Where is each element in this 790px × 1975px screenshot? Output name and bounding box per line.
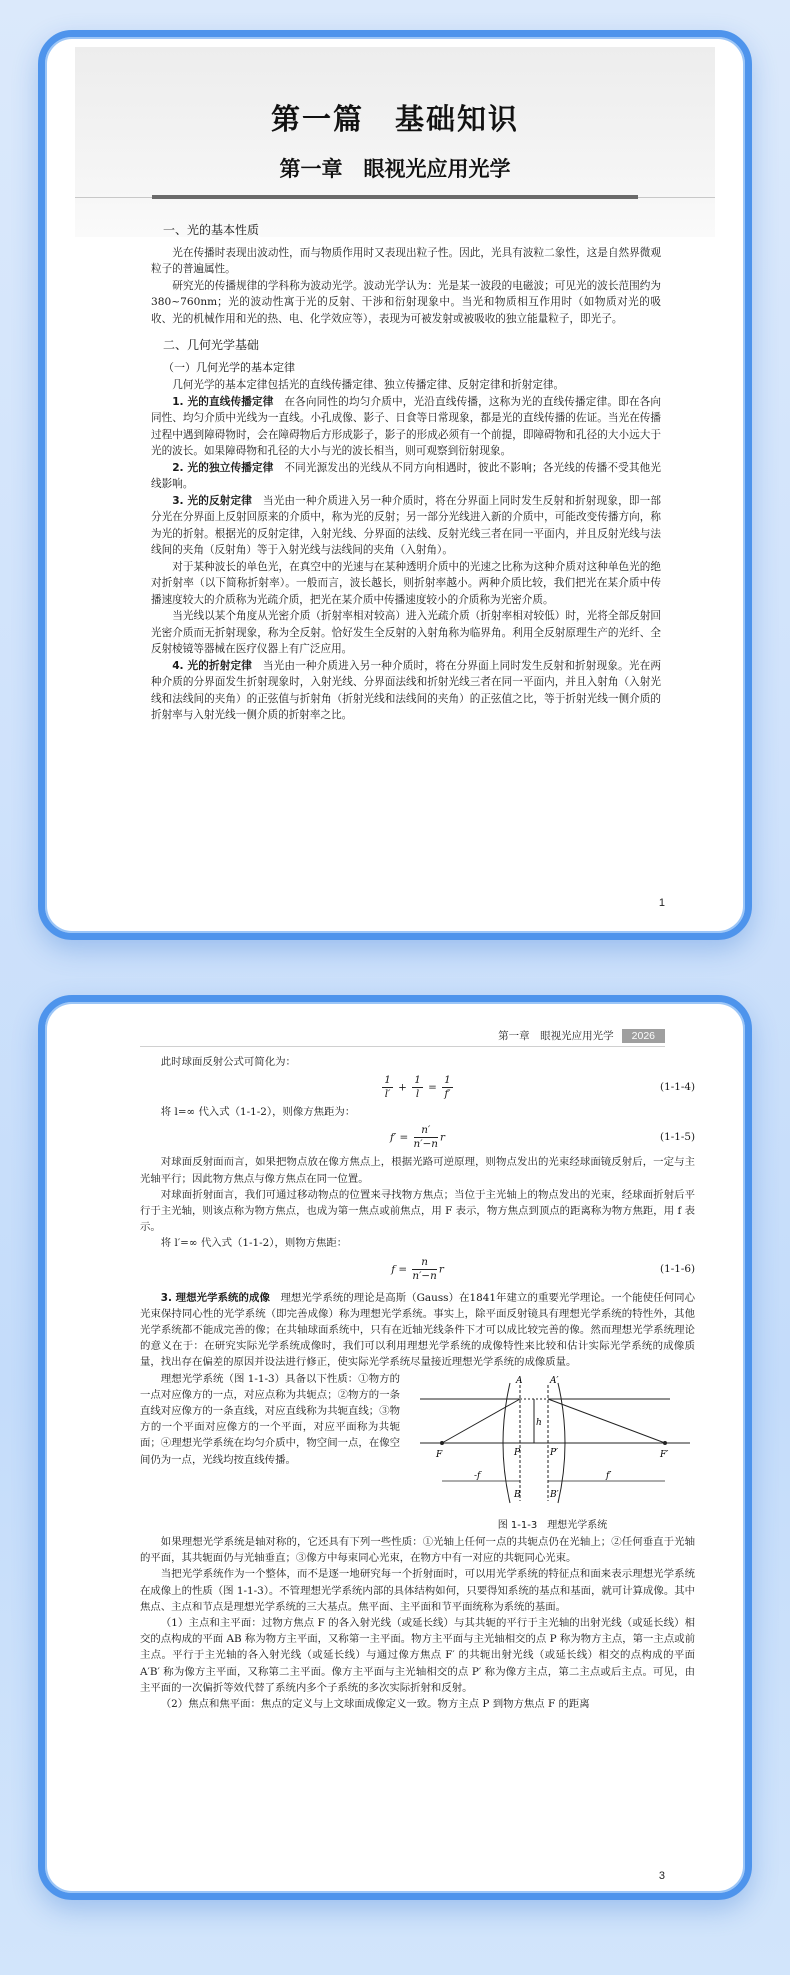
- running-head-title: 第一章 眼视光应用光学: [498, 1030, 614, 1042]
- section-heading: 一、光的基本性质: [163, 223, 260, 237]
- part-title: 第一篇 基础知识: [270, 102, 519, 136]
- law-text: 当光由一种介质进入另一种介质时，将在分界面上同时发生反射和折射现象，即一部分光在分界面上反射回原来的介质中，称为光的反射；另一部分光线进入新的介质中，可能改变传播方向，称为光的折射。根据光的反射定律，入射光线、分界面的法线、反射光线三者在同一平面内，并且反射光线与法线间的夹角（反射角）等于入射光线与法线间的夹角（入射角）。: [151, 494, 661, 556]
- paragraph: （2）焦点和焦平面：焦点的定义与上文球面成像定义一致。物方主点 P 到物方焦点 F 的距离: [160, 1698, 590, 1711]
- paragraph: 将 l=∞ 代入式（1-1-2），则像方焦距为：: [160, 1106, 356, 1119]
- law-title: 1. 光的直线传播定律: [172, 395, 274, 408]
- page-number: 3: [658, 1870, 665, 1882]
- law-text: 当光由一种介质进入另一种介质时，将在分界面上同时发生反射和折射现象。光在两种介质的分界面发生折射现象时，入射光线、分界面法线和折射光线三者在同一平面内，并且入射角（入射光线和法线间的夹角）的正弦值与折射角（折射光线和法线间的夹角）的正弦值之比，等于折射光线一侧介质的折射率与入射光线一侧介质的折射率之比。: [151, 659, 661, 721]
- svg-text:F′: F′: [660, 1449, 669, 1460]
- exit-ray: [548, 1399, 665, 1443]
- svg-text:h: h: [536, 1417, 542, 1428]
- equation-1-1-6: f = $\frac{n}{n'-n}$ r (1-1-6): [391, 1255, 695, 1282]
- paragraph: 如果理想光学系统是轴对称的，它还具有下列一些性质：①光轴上任何一点的共轭点仍在光轴上；②任何垂直于光轴的平面，其共轭面仍与光轴垂直；③像方中每束同心光束，在物方中有一对应的共轭同心光束。: [140, 1536, 695, 1565]
- svg-text:f′: f′: [606, 1470, 612, 1481]
- paragraph: 当光线以某个角度从光密介质（折射率相对较高）进入光疏介质（折射率相对较低）时，光将全部反射回光密介质而无折射现象，称为全反射。恰好发生全反射的入射角称为临界角。利用全反射原理生产的光纤、全反射棱镜等器械在医疗仪器上有广泛应用。: [151, 610, 661, 655]
- law-paragraph: [151, 493, 661, 559]
- equation-number: (1-1-6): [660, 1262, 695, 1275]
- paragraph: 对于某种波长的单色光，在真空中的光速与在某种透明介质中的光速之比称为这种介质对这种单色光的绝对折射率（以下简称折射率）。一般而言，波长越长，则折射率越小。两种介质比较，我们把光在某介质中传播速度较大的介质称为光疏介质，把光在某介质中传播速度较小的介质称为光密介质。: [151, 560, 661, 606]
- law-title: 2. 光的独立传播定律: [172, 461, 274, 474]
- paragraph: 研究光的传播规律的学科称为波动光学。波动光学认为：光是某一波段的电磁波；可见光的波长范围约为380~760nm；光的波动性寓于光的反射、干涉和衍射现象中。当光和物质相互作用时（如物质对光的吸收、光的机械作用和光的热、电、化学效应等），表现为可被发射或被吸收的独立能量粒子，即光子。: [151, 279, 661, 325]
- figure-caption: 图 1-1-3 理想光学系统: [497, 1519, 608, 1531]
- equation-1-1-5: f′ = $\frac{n'}{n'-n}$ r (1-1-5): [390, 1124, 695, 1151]
- equation-number: (1-1-4): [660, 1081, 695, 1094]
- law-text: 理想光学系统的理论是高斯（Gauss）在1841年建立的重要光学理论。一个能使任何同心光束保持同心性的光学系统（即完善成像）称为理想光学系统。事实上，除平面反射镜具有理想光学系统的特性外，其他光学系统都不能成完善的像；在共轴球面系统中，只有在近轴光线条件下才可以成比较完善的像。然而理想光学系统理论的意义在于：在研究实际光学系统成像时，我们可以利用理想光学系统的成像特性来比较和估计实际光学系统的成像质量，找出存在偏差的原因并设法进行修正，使实际光学系统尽量接近理想光学系统的成像质量。: [140, 1291, 696, 1369]
- svg-text:B: B: [514, 1489, 521, 1500]
- object-focal-point: [440, 1441, 444, 1445]
- header-rule-left: [75, 197, 152, 198]
- law-paragraph: [140, 1290, 695, 1371]
- law-title: 4. 光的折射定律: [172, 659, 253, 672]
- running-head-rule: [140, 1046, 665, 1047]
- paragraph: 将 l′=∞ 代入式（1-1-2），则物方焦距：: [160, 1237, 348, 1250]
- svg-text:B′: B′: [550, 1489, 559, 1500]
- page-card-2: [38, 995, 752, 1900]
- paragraph: 光在传播时表现出波动性，而与物质作用时又表现出粒子性。因此，光具有波粒二象性，这是自然界微观粒子的普遍属性。: [151, 246, 661, 275]
- svg-text:P′: P′: [550, 1447, 559, 1458]
- page-card-1: [38, 30, 752, 940]
- paragraph: 理想光学系统（图 1-1-3）具备以下性质：①物方的一点对应像方的一点，对应点称为共轭点；②物方的一条直线对应像方的一条直线，对应直线称为共轭直线；③物方的一个平面对应像方的一个平面，对应平面称为共轭面；④理想光学系统在均匀介质中，物空间一点，在像空间仍为一点，光线均按直线传播。: [140, 1372, 400, 1466]
- header-rule-right: [638, 197, 715, 198]
- page1-body: [151, 212, 661, 724]
- chapter-title: 第一章 眼视光应用光学: [279, 156, 511, 181]
- svg-text:A: A: [516, 1375, 523, 1386]
- page-number: 1: [658, 897, 665, 909]
- paragraph: （1）主点和主平面：过物方焦点 F 的各入射光线（或延长线）与其共轭的平行于主光轴的出射光线（或延长线）相交的点构成的平面 AB 称为物方主平面，又称第一主平面。物方主平面与主光轴相交的点 P 称为物方主点，第一主点或前主点。平行于主光轴的各入射光线（或延长线）与通过像方焦点 F′ 的共轭出射光线（或延长线）相交的点构成的平面 A′B′ 称为像方主平面，又称第二主平面。像方主平面与主光轴相交的点 P′ 称为像方主点，第二主点或后主点。可见，由主平面的一次偏折等效代替了系统内多个子系统的多次实际折射和反射。: [140, 1617, 695, 1694]
- svg-text:P: P: [514, 1447, 521, 1458]
- image-focal-point: [663, 1441, 667, 1445]
- subsection-heading: （一）几何光学的基本定律: [163, 360, 295, 374]
- svg-text:A′: A′: [550, 1375, 559, 1386]
- law-title: 3. 光的反射定律: [172, 494, 253, 507]
- header-rule: [152, 195, 638, 199]
- paragraph: 此时球面反射公式可简化为：: [160, 1056, 296, 1068]
- paragraph: 对球面反射面而言，如果把物点放在像方焦点上，根据光路可逆原理，则物点发出的光束经球面镜反射后，一定与主光轴平行；因此物方焦点与像方焦点在同一位置。: [140, 1156, 695, 1185]
- equation-number: (1-1-5): [660, 1131, 695, 1144]
- running-head: [498, 1028, 665, 1043]
- chapter-header-band: [75, 47, 715, 237]
- section-heading: 二、几何光学基础: [163, 338, 260, 352]
- law-paragraph: [151, 394, 661, 460]
- law-text: 不同光源发出的光线从不同方向相遇时，彼此不影响；各光线的传播不受其他光线影响。: [151, 461, 661, 490]
- svg-text:F: F: [436, 1449, 443, 1460]
- svg-text:-f: -f: [474, 1470, 481, 1481]
- ideal-optical-system-diagram: [410, 1371, 695, 1511]
- focal-ray: [442, 1399, 520, 1443]
- page2-body: [140, 1054, 695, 1712]
- running-head-tag: 2026: [622, 1029, 665, 1043]
- law-paragraph: [151, 460, 661, 493]
- figure-1-1-3: [410, 1371, 695, 1534]
- law-paragraph: [151, 658, 661, 724]
- paragraph: 当把光学系统作为一个整体，而不是逐一地研究每一个折射面时，可以用光学系统的特征点和面来表示理想光学系统在成像上的性质（图 1-1-3）。不管理想光学系统内部的具体结构如何，只要得知系统的基点和基面，就可计算成像。其中焦点、主点和节点是理想光学系统的三大基点。焦平面、主平面和节平面统称为系统的基面。: [140, 1568, 695, 1613]
- equation-1-1-4: $\frac{1}{l'}$ + $\frac{1}{l}$ = $\frac{1}{f'}$ (1-1-4): [384, 1074, 695, 1101]
- law-text: 在各向同性的均匀介质中，光沿直线传播，这称为光的直线传播定律。即在各向同性、均匀介质中光线为一直线。小孔成像、影子、日食等日常现象，都是光的直线传播的佐证。当光在传播过程中遇到障碍物时，会在障碍物后方形成影子，影子的形成必须有一个前提，即障碍物和孔径的大小远大于光的波长。如果障碍物和孔径的大小与光的波长相当，则可观察到衍射现象。: [151, 395, 661, 457]
- figure-wrap: [140, 1371, 695, 1534]
- paragraph: 对球面折射面言，我们可通过移动物点的位置来寻找物方焦点；当位于主光轴上的物点发出的光束，经球面折射后平行于主光轴，则该点称为物方焦点，也成为第一焦点或前焦点，用 F 表示，物方焦点到顶点的距离称为物方焦距，用 f 表示。: [140, 1188, 695, 1234]
- paragraph: 几何光学的基本定律包括光的直线传播定律、独立传播定律、反射定律和折射定律。: [172, 379, 565, 391]
- law-title: 3. 理想光学系统的成像: [160, 1291, 270, 1304]
